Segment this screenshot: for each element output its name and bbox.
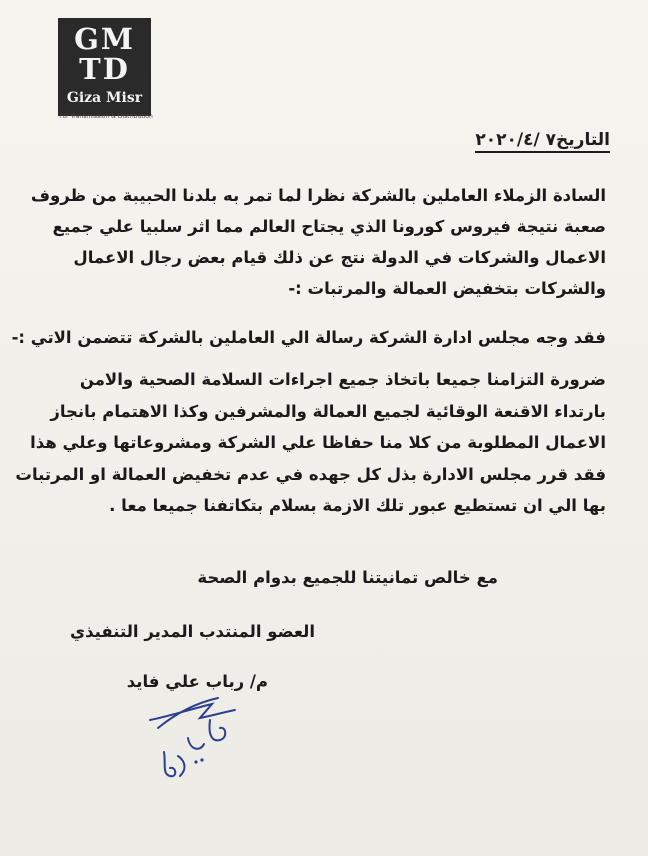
logo-line-1: GM xyxy=(74,22,135,56)
paragraph-board-message xyxy=(11,322,606,353)
logo-tagline: For Transmission & Distribution xyxy=(59,113,153,120)
logo-line-2: TD xyxy=(79,52,130,86)
text-line: الاعمال المطلوبة من كلا منا حفاظا علي الشركة ومشروعاتها وعلي هذا xyxy=(30,433,606,452)
text-line: فقد وجه مجلس ادارة الشركة رسالة الي العاملين بالشركة تتضمن الاتي :- xyxy=(11,328,606,347)
signatory-name: م/ رباب علي فايد xyxy=(126,672,268,691)
paragraph-decisions xyxy=(15,364,606,522)
handwritten-signature xyxy=(140,690,250,790)
text-line: الاعمال والشركات في الدولة نتج عن ذلك قيام بعض رجال الاعمال xyxy=(73,248,606,267)
text-line: صعبة نتيجة فيروس كورونا الذي يجتاح العالم مما اثر سلبيا علي جميع xyxy=(52,217,606,236)
text-line: السادة الزملاء العاملين بالشركة نظرا لما تمر به بلدنا الحبيبة من ظروف xyxy=(30,186,606,205)
signatory-title: العضو المنتدب المدير التنفيذي xyxy=(70,622,315,641)
company-logo xyxy=(58,18,151,116)
text-line: بها الي ان تستطيع عبور تلك الازمة بسلام بتكاتفنا جميعا معا . xyxy=(109,496,606,515)
text-line: ضرورة التزامنا جميعا باتخاذ جميع اجراءات السلامة الصحية والامن xyxy=(79,370,606,389)
text-line: بارتداء الاقنعة الوقائية لجميع العمالة والمشرفين وكذا الاهتمام بانجاز xyxy=(50,401,606,421)
text-line: والشركات بتخفيض العمالة والمرتبات :- xyxy=(288,279,606,298)
letter-date: التاريخ٧ /٢٠٢٠/٤ xyxy=(475,130,610,153)
paragraph-intro xyxy=(30,180,606,304)
closing-line: مع خالص تمانيتنا للجميع بدوام الصحة xyxy=(197,568,498,587)
logo-company-name: Giza Misr xyxy=(66,90,143,106)
text-line: فقد قرر مجلس الادارة بذل كل جهده في عدم تخفيض العمالة او المرتبات xyxy=(15,464,606,484)
